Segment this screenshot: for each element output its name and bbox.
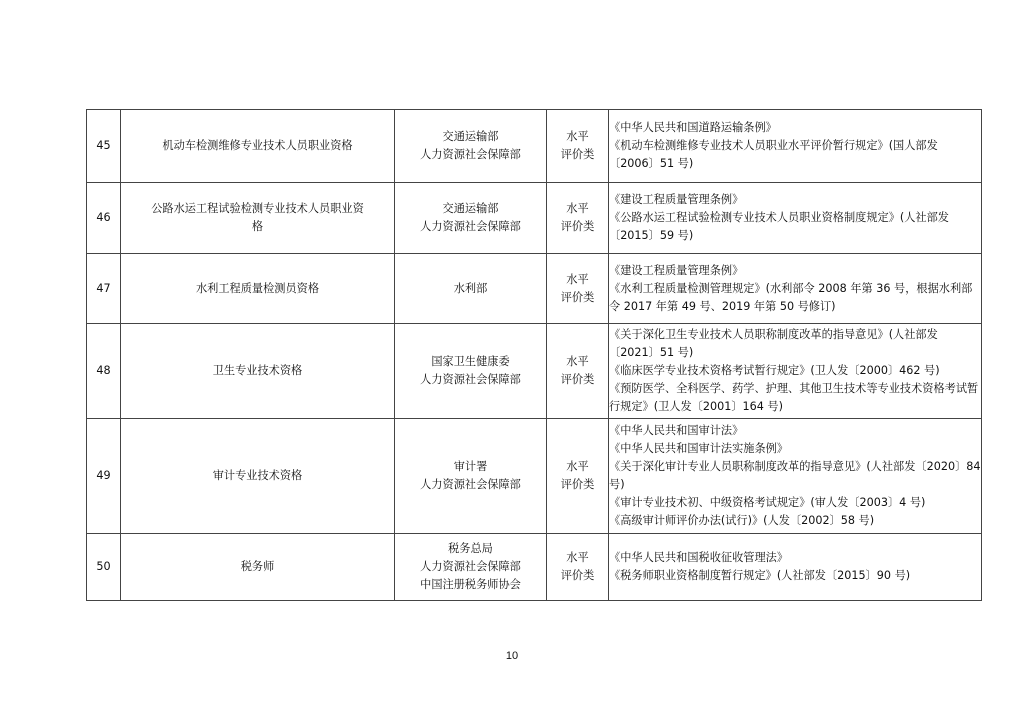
department <box>395 534 547 601</box>
qualification-type <box>547 534 609 601</box>
name-line: 公路水运工程试验检测专业技术人员职业资 <box>151 202 364 215</box>
legal-basis <box>609 534 982 601</box>
dept-line: 国家卫生健康委 <box>431 355 510 368</box>
row-number: 47 <box>87 254 121 324</box>
type-line: 水平 <box>566 551 589 564</box>
dept-line: 审计署 <box>453 460 488 473</box>
type-line: 评价类 <box>560 478 595 491</box>
dept-line: 人力资源社会保障部 <box>420 560 521 573</box>
department <box>395 110 547 183</box>
department <box>395 183 547 254</box>
dept-line: 税务总局 <box>448 542 493 555</box>
qualification-type <box>547 110 609 183</box>
basis-line: 《关于深化卫生专业技术人员职称制度改革的指导意见》(人社部发〔2021〕51 号) <box>609 328 938 359</box>
type-line: 水平 <box>566 272 589 286</box>
type-line: 评价类 <box>560 569 595 582</box>
legal-basis <box>609 110 982 183</box>
qualification-type <box>547 183 609 254</box>
dept-line: 人力资源社会保障部 <box>420 148 521 161</box>
type-line: 评价类 <box>560 220 595 233</box>
table-body <box>87 110 982 601</box>
department <box>395 254 547 324</box>
qualification-name <box>121 254 395 324</box>
row-number: 45 <box>87 110 121 183</box>
department <box>395 419 547 534</box>
basis-line: 《临床医学专业技术资格考试暂行规定》(卫人发〔2000〕462 号) <box>609 364 940 377</box>
basis-line: 《关于深化审计专业人员职称制度改革的指导意见》(人社部发〔2020〕84 号) <box>609 460 981 491</box>
basis-line: 《税务师职业资格制度暂行规定》(人社部发〔2015〕90 号) <box>609 569 911 582</box>
legal-basis <box>609 324 982 419</box>
basis-line: 《建设工程质量管理条例》 <box>609 193 744 206</box>
table-row <box>87 419 982 534</box>
basis-line: 《审计专业技术初、中级资格考试规定》(审人发〔2003〕4 号) <box>609 496 926 509</box>
name-line: 审计专业技术资格 <box>212 469 303 482</box>
type-line: 评价类 <box>560 290 595 304</box>
basis-line: 《预防医学、全科医学、药学、护理、其他卫生技术等专业技术资格考试暂行规定》(卫人发〔2001〕164 号) <box>609 382 979 413</box>
type-line: 水平 <box>566 460 589 473</box>
table-row <box>87 534 982 601</box>
row-number: 50 <box>87 534 121 601</box>
type-line: 水平 <box>566 355 589 368</box>
type-line: 评价类 <box>560 373 595 386</box>
type-line: 评价类 <box>560 148 595 161</box>
basis-line: 《中华人民共和国道路运输条例》 <box>609 121 777 134</box>
basis-line: 《高级审计师评价办法(试行)》(人发〔2002〕58 号) <box>609 514 875 527</box>
qualification-name <box>121 110 395 183</box>
qualification-type <box>547 324 609 419</box>
dept-line: 人力资源社会保障部 <box>420 373 521 386</box>
qualification-name <box>121 419 395 534</box>
table-row <box>87 183 982 254</box>
row-number: 48 <box>87 324 121 419</box>
dept-line: 中国注册税务师协会 <box>420 578 521 591</box>
legal-basis <box>609 183 982 254</box>
qualification-table <box>86 109 982 601</box>
name-line: 格 <box>251 220 264 233</box>
type-line: 水平 <box>566 130 589 143</box>
basis-line: 《中华人民共和国审计法》 <box>609 424 744 437</box>
qualification-name <box>121 324 395 419</box>
dept-line: 交通运输部 <box>442 202 499 215</box>
department <box>395 324 547 419</box>
basis-line: 《公路水运工程试验检测专业技术人员职业资格制度规定》(人社部发〔2015〕59 号) <box>609 211 949 242</box>
qualification-type <box>547 419 609 534</box>
qualification-type <box>547 254 609 324</box>
legal-basis <box>609 254 982 324</box>
qualification-name <box>121 534 395 601</box>
basis-line: 《中华人民共和国审计法实施条例》 <box>609 442 789 455</box>
qualification-name <box>121 183 395 254</box>
basis-line: 《机动车检测维修专业技术人员职业水平评价暂行规定》(国人部发〔2006〕51 号) <box>609 139 938 170</box>
table-row <box>87 110 982 183</box>
dept-line: 交通运输部 <box>442 130 499 143</box>
dept-line: 人力资源社会保障部 <box>420 220 521 233</box>
name-line: 税务师 <box>240 560 275 573</box>
type-line: 水平 <box>566 202 589 215</box>
row-number: 49 <box>87 419 121 534</box>
name-line: 卫生专业技术资格 <box>212 364 303 377</box>
table-row <box>87 324 982 419</box>
legal-basis <box>609 419 982 534</box>
basis-line: 《建设工程质量管理条例》 <box>609 263 744 277</box>
dept-line: 人力资源社会保障部 <box>420 478 521 491</box>
table-row <box>87 254 982 324</box>
row-number: 46 <box>87 183 121 254</box>
dept-line: 水利部 <box>453 281 488 295</box>
page-number: 10 <box>505 650 519 662</box>
basis-line: 《中华人民共和国税收征收管理法》 <box>609 551 789 564</box>
name-line: 机动车检测维修专业技术人员职业资格 <box>162 139 353 152</box>
basis-line: 《水利工程质量检测管理规定》(水利部令 2008 年第 36 号，根据水利部令 2017 年第 49 号、2019 年第 50 号修订) <box>609 281 973 313</box>
name-line: 水利工程质量检测员资格 <box>195 281 320 295</box>
